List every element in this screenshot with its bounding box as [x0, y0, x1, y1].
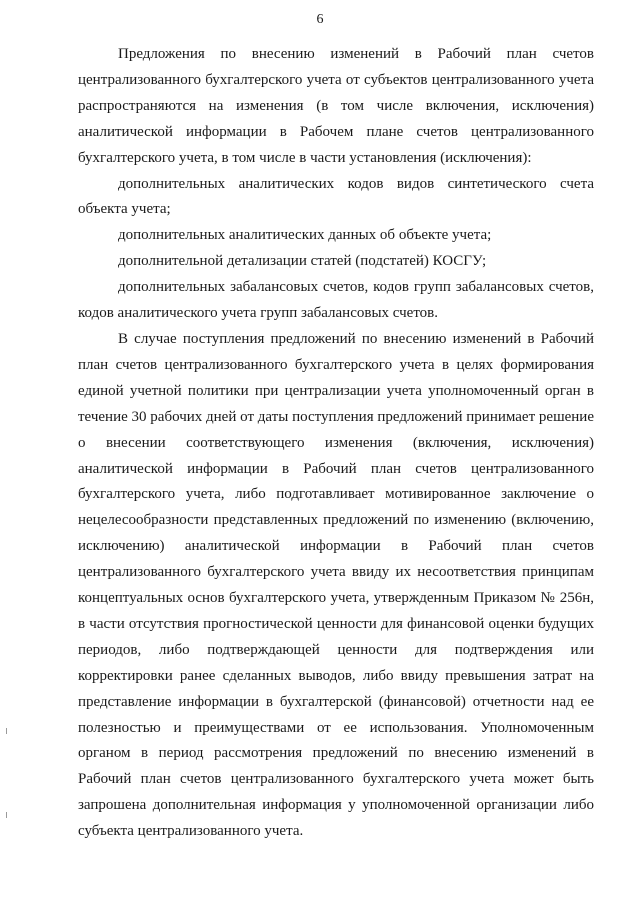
- list-item-analytic-codes: дополнительных аналитических кодов видов синтетического счета объекта учета;: [78, 175, 594, 218]
- scan-margin-mark: [6, 728, 7, 734]
- paragraph-review-procedure: В случае поступления предложений по внесению изменений в Рабочий план счетов централизованного бухгалтерского учета в целях формирования единой учетной политики при централизации учета уполномоченный орган в течение 30 рабочих дней от даты поступления предложений принимает решение о внесении соответствующего изменения (включения, исключения) аналитической информации в Рабочий план счетов централизованного бухгалтерского учета, либо подготавливает мотивированное заключение о нецелесообразности представленных предложений по изменению (включению, исключению) аналитической информации в Рабочий план счетов централизованного бухгалтерского учета ввиду их несоответствия принципам концептуальных основ бухгалтерского учета, утвержденным Приказом № 256н, в части отсутствия прогностической ценности для финансовой оценки будущих периодов, либо подтверждающей ценности для подтверждения или корректировки ранее сделанных выводов, либо ввиду превышения затрат на представление информации в бухгалтерской (финансовой) отчетности над ее полезностью и преимуществами от ее использования. Уполномоченным органом в период рассмотрения предложений по внесению изменений в Рабочий план счетов централизованного бухгалтерского учета может быть запрошена дополнительная информация у уполномоченной организации либо субъекта централизованного учета.: [78, 330, 594, 840]
- list-item-off-balance-accounts: дополнительных забалансовых счетов, кодов групп забалансовых счетов, кодов аналитического учета групп забалансовых счетов.: [78, 279, 594, 322]
- paragraph-proposals-scope: Предложения по внесению изменений в Рабочий план счетов централизованного бухгалтерского учета от субъектов централизованного учета распространяются на изменения (в том числе включения, исключения) аналитической информации в Рабочем плане счетов централизованного бухгалтерского учета, в том числе в части установления (исключения):: [78, 46, 594, 166]
- list-item-analytic-data: дополнительных аналитических данных об объекте учета;: [118, 227, 492, 244]
- list-item-kosgu-detail: дополнительной детализации статей (подстатей) КОСГУ;: [118, 253, 487, 270]
- document-body: [78, 42, 594, 845]
- scan-margin-mark: [6, 812, 7, 818]
- page-number: 6: [316, 12, 324, 27]
